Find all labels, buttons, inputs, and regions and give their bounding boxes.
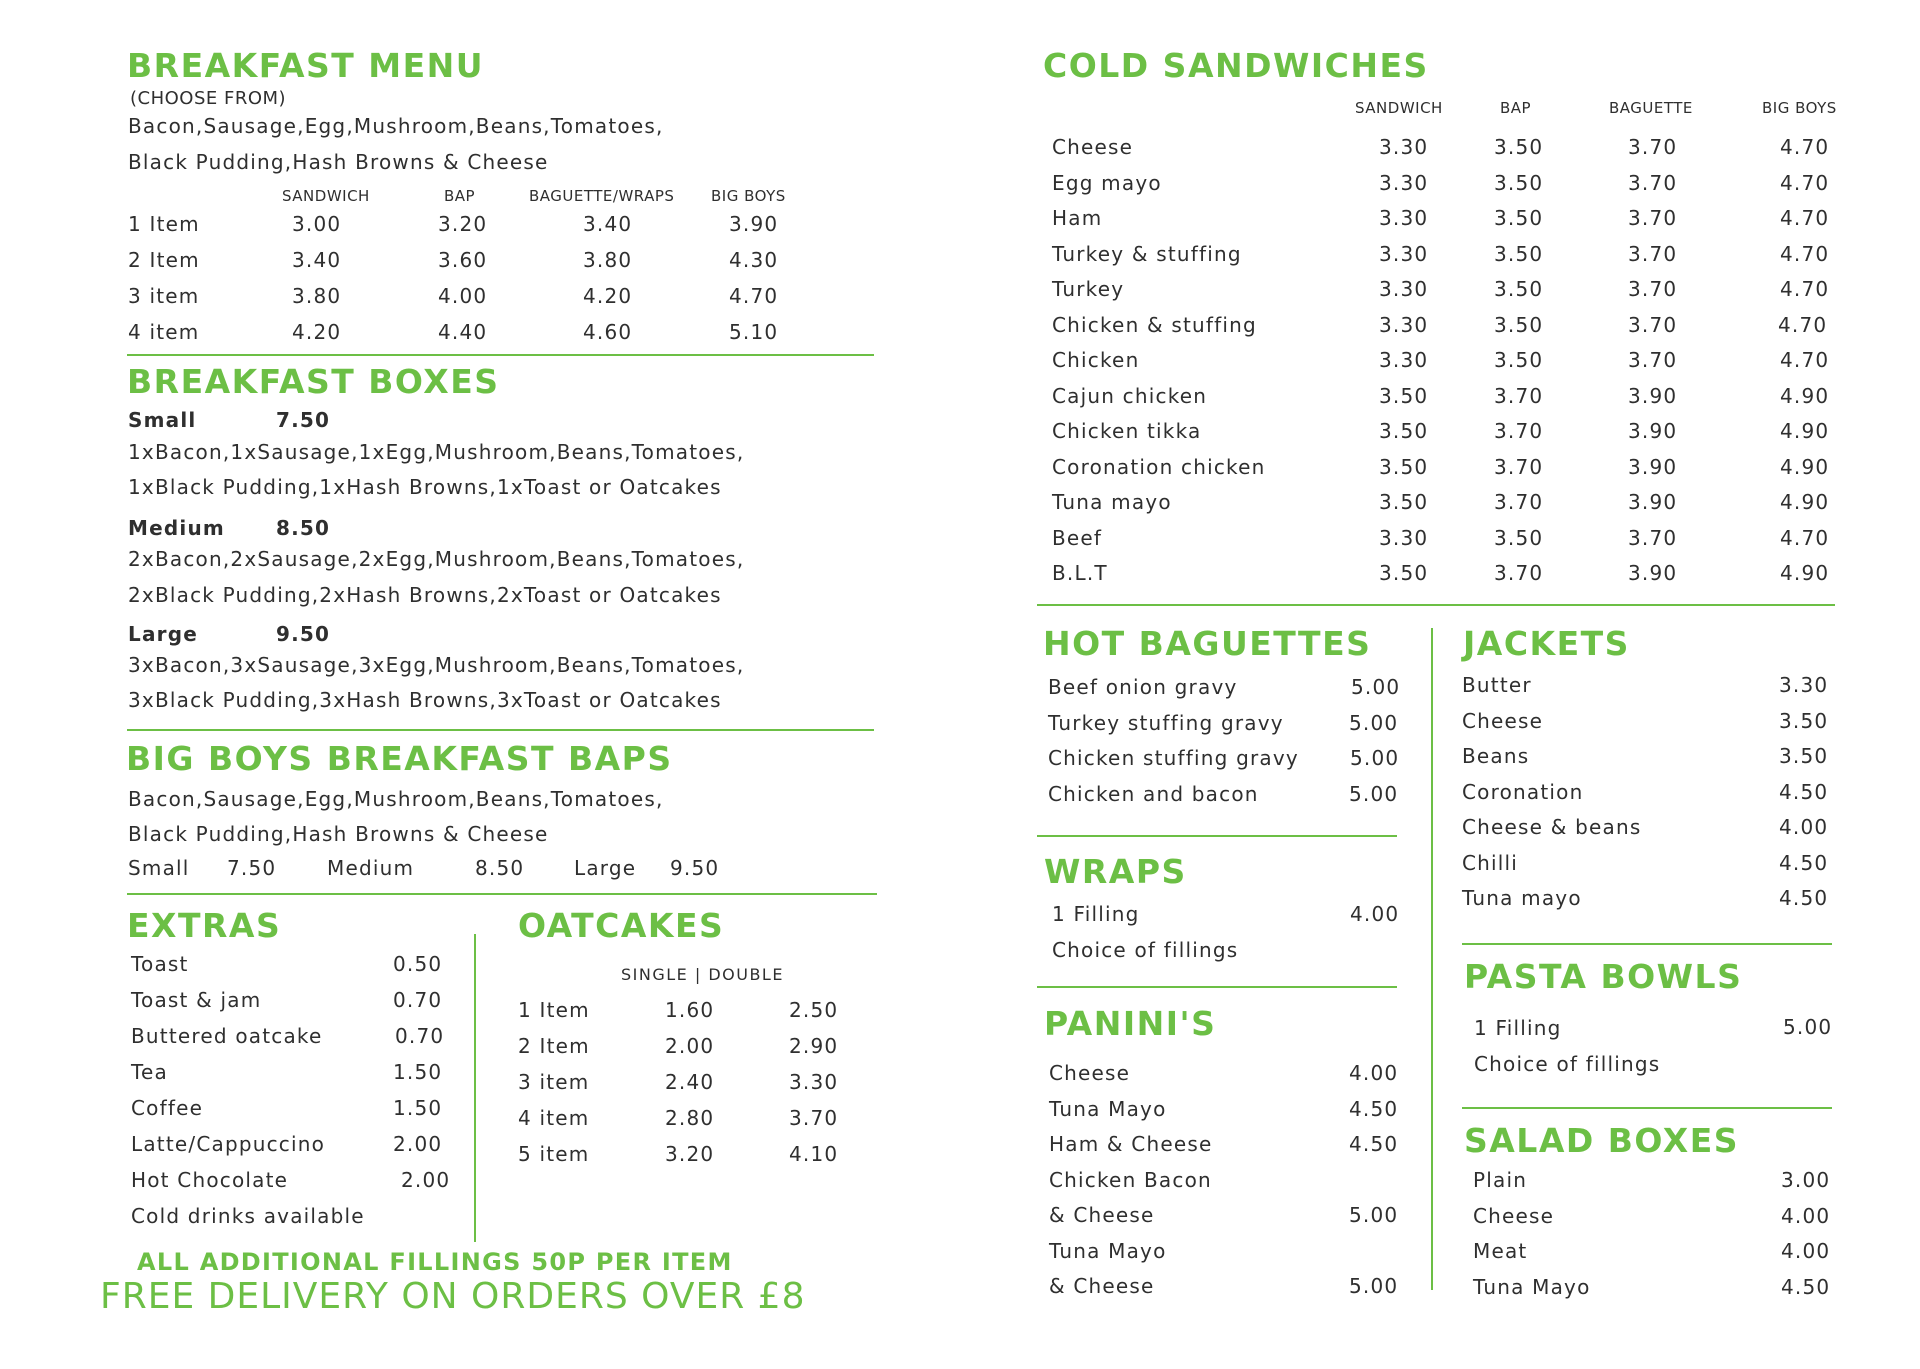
breakfast-col-bap: BAP (444, 187, 476, 205)
panini-item-price: 5.00 (1349, 1274, 1399, 1298)
jacket-item-name: Cheese & beans (1462, 815, 1642, 839)
breakfast-row-label: 4 item (128, 320, 200, 344)
list-item (1462, 708, 1829, 745)
oatcakes-double: 3.70 (789, 1106, 839, 1130)
breakfast-price: 5.10 (729, 320, 779, 344)
extras-item-price: 0.70 (393, 988, 443, 1012)
salad-item-name: Plain (1473, 1168, 1528, 1192)
jacket-item-price: 3.50 (1779, 708, 1829, 733)
cold-item-name: Chicken tikka (1052, 419, 1202, 443)
cold-item-name: Ham (1052, 206, 1103, 230)
cold-sandwiches-table (1052, 135, 1830, 597)
cold-price: 4.70 (1780, 525, 1830, 550)
divider (1037, 986, 1397, 988)
list-item (1462, 779, 1829, 816)
paninis-list (1049, 1061, 1399, 1310)
table-row (1052, 419, 1830, 455)
cold-sandwiches-title: COLD SANDWICHES (1043, 46, 1429, 85)
baguette-item-price: 5.00 (1351, 675, 1401, 699)
box-size-small: Small (128, 408, 197, 432)
jacket-item-name: Butter (1462, 673, 1532, 697)
divider-vertical (474, 934, 476, 1242)
breakfast-price: 3.20 (438, 212, 488, 236)
cold-price: 3.50 (1379, 419, 1429, 443)
table-row (1052, 135, 1830, 171)
baguette-item-price: 5.00 (1349, 781, 1399, 806)
divider (127, 893, 877, 895)
jackets-list (1462, 673, 1829, 922)
table-row (1052, 490, 1830, 526)
list-item (1473, 1203, 1831, 1240)
panini-item-name: Chicken Bacon (1049, 1167, 1212, 1192)
breakfast-items-line2: Black Pudding,Hash Browns & Cheese (128, 150, 549, 174)
cold-price: 3.50 (1494, 525, 1544, 550)
cold-item-name: Chicken (1052, 348, 1140, 372)
cold-price: 3.50 (1494, 312, 1544, 337)
oatcakes-row-label: 4 item (518, 1106, 590, 1130)
cold-price: 4.70 (1780, 348, 1830, 372)
cold-price: 3.30 (1379, 241, 1429, 266)
cold-item-name: Egg mayo (1052, 170, 1162, 195)
cold-price: 4.90 (1780, 490, 1830, 514)
oatcakes-double: 4.10 (789, 1142, 839, 1166)
panini-item-price: 4.00 (1349, 1061, 1399, 1085)
list-item (1049, 1132, 1399, 1168)
divider (127, 354, 874, 356)
extras-item-price: 2.00 (393, 1132, 443, 1156)
big-boys-line2: Black Pudding,Hash Browns & Cheese (128, 822, 549, 846)
panini-item-name: Cheese (1049, 1061, 1131, 1085)
pasta-choice: Choice of fillings (1474, 1052, 1661, 1076)
box-desc-line1: 1xBacon,1xSausage,1xEgg,Mushroom,Beans,Tomatoes, (128, 440, 745, 464)
cold-price: 3.70 (1494, 561, 1544, 585)
panini-item-name: Tuna Mayo (1049, 1238, 1167, 1263)
salad-item-price: 4.00 (1781, 1203, 1831, 1228)
list-item (1462, 886, 1829, 922)
cold-price: 3.70 (1628, 241, 1678, 266)
salad-boxes-list (1473, 1168, 1831, 1310)
divider (1462, 943, 1832, 945)
list-item (131, 1168, 451, 1204)
list-item (1473, 1168, 1831, 1204)
jacket-item-name: Chilli (1462, 850, 1519, 875)
big-boys-line1: Bacon,Sausage,Egg,Mushroom,Beans,Tomatoes, (128, 787, 664, 811)
jacket-item-name: Coronation (1462, 779, 1584, 804)
extras-item-price: 1.50 (393, 1060, 443, 1084)
oatcakes-row-label: 2 Item (518, 1034, 590, 1058)
jacket-item-price: 3.50 (1779, 744, 1829, 768)
salad-boxes-title: SALAD BOXES (1464, 1121, 1740, 1160)
extras-item-name: Toast & jam (131, 988, 262, 1012)
breakfast-menu-title: BREAKFAST MENU (127, 46, 485, 85)
wraps-price: 4.00 (1350, 902, 1400, 926)
salad-item-price: 3.00 (1781, 1168, 1831, 1192)
table-row (518, 1070, 839, 1106)
cold-price: 3.30 (1379, 135, 1429, 159)
extras-title: EXTRAS (127, 906, 282, 945)
table-row (1052, 206, 1830, 242)
cold-price: 3.70 (1628, 135, 1678, 159)
extras-item-price: 0.50 (393, 952, 443, 976)
list-item (131, 1060, 443, 1096)
cold-price: 4.90 (1780, 419, 1830, 443)
list-item (131, 1204, 365, 1240)
list-item (1049, 1203, 1399, 1239)
cold-item-name: Cajun chicken (1052, 383, 1208, 408)
cold-col-baguette: BAGUETTE (1609, 99, 1693, 117)
list-item (1462, 815, 1829, 851)
oatcakes-single: 2.40 (665, 1070, 715, 1094)
big-boys-size: Small (128, 856, 190, 880)
list-item (131, 1096, 443, 1132)
cold-price: 4.70 (1778, 312, 1828, 337)
breakfast-col-bigboys: BIG BOYS (711, 187, 786, 205)
cold-col-bigboys: BIG BOYS (1762, 99, 1837, 117)
cold-item-name: Turkey (1052, 277, 1125, 301)
delivery-note: FREE DELIVERY ON ORDERS OVER £8 (100, 1276, 806, 1317)
breakfast-price: 4.20 (583, 284, 633, 308)
list-item (1049, 1096, 1399, 1133)
breakfast-price: 4.60 (583, 320, 633, 344)
cold-price: 4.90 (1780, 454, 1830, 479)
extras-list (131, 952, 451, 1240)
cold-price: 3.70 (1494, 454, 1544, 479)
table-row (518, 1106, 839, 1142)
cold-price: 3.30 (1379, 206, 1429, 230)
big-boys-price: 8.50 (475, 856, 525, 880)
table-row (1052, 525, 1830, 562)
breakfast-price: 3.00 (292, 212, 342, 236)
breakfast-price: 4.30 (729, 248, 779, 272)
cold-price: 3.70 (1628, 206, 1678, 230)
table-row (1052, 312, 1828, 349)
extras-item-name: Buttered oatcake (131, 1024, 323, 1048)
list-item (131, 1024, 445, 1060)
baguette-item-name: Beef onion gravy (1048, 675, 1238, 699)
salad-item-price: 4.50 (1781, 1274, 1831, 1299)
cold-price: 4.70 (1780, 206, 1830, 230)
table-row (1052, 277, 1830, 313)
cold-price: 3.50 (1494, 348, 1544, 372)
oatcakes-title: OATCAKES (518, 906, 725, 945)
panini-item-name: & Cheese (1049, 1274, 1155, 1298)
big-boys-title: BIG BOYS BREAKFAST BAPS (126, 739, 673, 778)
table-row (1052, 348, 1830, 384)
extras-item-name: Coffee (131, 1096, 204, 1120)
panini-item-name: & Cheese (1049, 1203, 1155, 1227)
extras-item-name: Tea (131, 1060, 168, 1084)
cold-item-name: Coronation chicken (1052, 454, 1266, 479)
cold-price: 3.90 (1628, 419, 1678, 443)
box-size-large: Large (128, 622, 198, 646)
cold-price: 3.90 (1628, 383, 1678, 408)
breakfast-row-label: 1 Item (128, 212, 200, 236)
cold-price: 3.70 (1628, 277, 1678, 301)
list-item (1048, 710, 1399, 747)
list-item (1049, 1168, 1212, 1204)
divider (127, 729, 874, 731)
breakfast-price: 3.60 (438, 248, 488, 272)
breakfast-row-label: 2 Item (128, 248, 200, 272)
table-row (1052, 241, 1830, 278)
jacket-item-name: Beans (1462, 744, 1530, 768)
jackets-title: JACKETS (1463, 624, 1630, 663)
breakfast-col-sandwich: SANDWICH (282, 187, 370, 205)
pasta-bowls-title: PASTA BOWLS (1464, 957, 1743, 996)
jacket-item-name: Tuna mayo (1462, 886, 1582, 910)
cold-price: 4.70 (1780, 170, 1830, 195)
list-item (1048, 781, 1399, 818)
cold-price: 3.50 (1494, 206, 1544, 230)
breakfast-price: 3.80 (583, 248, 633, 272)
box-desc-line2: 2xBlack Pudding,2xHash Browns,2xToast or Oatcakes (128, 583, 722, 607)
big-boys-price: 9.50 (670, 856, 720, 880)
choose-from-note: (CHOOSE FROM) (130, 88, 287, 109)
cold-price: 3.70 (1628, 170, 1678, 195)
table-row (518, 998, 839, 1034)
oatcakes-single: 3.20 (665, 1142, 715, 1166)
cold-price: 3.70 (1628, 348, 1678, 372)
jacket-item-name: Cheese (1462, 708, 1544, 733)
cold-item-name: Tuna mayo (1052, 490, 1172, 514)
box-desc-line2: 3xBlack Pudding,3xHash Browns,3xToast or Oatcakes (128, 688, 722, 712)
list-item (1049, 1274, 1399, 1310)
panini-item-price: 4.50 (1349, 1096, 1399, 1121)
cold-price: 4.70 (1780, 241, 1830, 266)
cold-price: 3.70 (1628, 312, 1678, 337)
cold-price: 3.90 (1628, 561, 1678, 585)
divider-vertical (1431, 628, 1433, 1290)
list-item (1048, 675, 1401, 711)
extras-item-price: 1.50 (393, 1096, 443, 1120)
breakfast-items-line1: Bacon,Sausage,Egg,Mushroom,Beans,Tomatoes, (128, 114, 664, 138)
oatcakes-double: 2.90 (789, 1034, 839, 1058)
breakfast-boxes-title: BREAKFAST BOXES (127, 362, 500, 401)
jacket-item-price: 4.50 (1779, 779, 1829, 804)
cold-col-sandwich: SANDWICH (1355, 99, 1443, 117)
cold-price: 3.50 (1494, 241, 1544, 266)
box-price-large: 9.50 (276, 622, 331, 646)
table-row (1052, 454, 1830, 491)
oatcakes-list (518, 998, 839, 1178)
cold-price: 3.70 (1494, 419, 1544, 443)
breakfast-price: 3.90 (729, 212, 779, 236)
cold-price: 3.50 (1379, 383, 1429, 408)
hot-baguettes-title: HOT BAGUETTES (1043, 624, 1372, 663)
oatcakes-single: 2.00 (665, 1034, 715, 1058)
cold-price: 3.90 (1628, 490, 1678, 514)
cold-price: 4.90 (1780, 383, 1830, 408)
baguette-item-name: Chicken and bacon (1048, 781, 1259, 806)
list-item (1462, 744, 1829, 780)
breakfast-price: 3.80 (292, 284, 342, 308)
cold-price: 3.50 (1379, 454, 1429, 479)
oatcakes-row-label: 5 item (518, 1142, 590, 1166)
cold-price: 3.30 (1379, 525, 1429, 550)
cold-item-name: Cheese (1052, 135, 1134, 159)
list-item (1462, 850, 1829, 887)
breakfast-price: 4.70 (729, 284, 779, 308)
wraps-title: WRAPS (1044, 852, 1187, 891)
divider (1037, 604, 1835, 606)
jacket-item-price: 4.00 (1779, 815, 1829, 839)
salad-item-price: 4.00 (1781, 1239, 1831, 1263)
cold-price: 3.30 (1379, 348, 1429, 372)
breakfast-price: 4.20 (292, 320, 342, 344)
baguette-item-price: 5.00 (1349, 710, 1399, 735)
salad-item-name: Cheese (1473, 1203, 1555, 1228)
cold-price: 4.70 (1780, 135, 1830, 159)
cold-price: 3.70 (1494, 490, 1544, 514)
breakfast-price: 3.40 (583, 212, 633, 236)
extras-item-name: Cold drinks available (131, 1204, 365, 1228)
wraps-choice: Choice of fillings (1052, 938, 1239, 962)
cold-price: 3.50 (1494, 277, 1544, 301)
oatcakes-double: 3.30 (789, 1070, 839, 1094)
cold-item-name: Beef (1052, 525, 1103, 550)
box-desc-line1: 3xBacon,3xSausage,3xEgg,Mushroom,Beans,Tomatoes, (128, 653, 745, 677)
list-item (1473, 1239, 1831, 1275)
pasta-filling: 1 Filling (1474, 1016, 1562, 1040)
extras-item-price: 2.00 (401, 1168, 451, 1192)
baguette-item-name: Chicken stuffing gravy (1048, 746, 1299, 770)
fillings-note: ALL ADDITIONAL FILLINGS 50P PER ITEM (137, 1248, 733, 1276)
big-boys-size: Medium (327, 856, 415, 880)
box-desc-line1: 2xBacon,2xSausage,2xEgg,Mushroom,Beans,Tomatoes, (128, 547, 745, 571)
cold-price: 3.50 (1379, 561, 1429, 585)
oatcakes-single: 2.80 (665, 1106, 715, 1130)
breakfast-price: 3.40 (292, 248, 342, 272)
cold-price: 4.90 (1780, 561, 1830, 585)
list-item (131, 988, 443, 1024)
breakfast-row-label: 3 item (128, 284, 200, 308)
cold-price: 3.50 (1379, 490, 1429, 514)
salad-item-name: Meat (1473, 1239, 1528, 1263)
hot-baguettes-list (1048, 675, 1401, 817)
cold-item-name: Turkey & stuffing (1052, 241, 1242, 266)
list-item (131, 952, 443, 988)
big-boys-price: 7.50 (227, 856, 277, 880)
table-row (1052, 170, 1830, 207)
breakfast-col-baguette: BAGUETTE/WRAPS (529, 187, 675, 205)
jacket-item-price: 4.50 (1779, 850, 1829, 875)
oatcakes-row-label: 1 Item (518, 998, 590, 1022)
box-price-medium: 8.50 (276, 516, 331, 540)
extras-item-name: Latte/Cappuccino (131, 1132, 326, 1156)
breakfast-price: 4.40 (438, 320, 488, 344)
breakfast-price: 4.00 (438, 284, 488, 308)
box-size-medium: Medium (128, 516, 225, 540)
cold-price: 3.30 (1379, 312, 1429, 337)
extras-item-name: Hot Chocolate (131, 1168, 289, 1192)
table-row (1052, 561, 1830, 597)
oatcakes-row-label: 3 item (518, 1070, 590, 1094)
list-item (1048, 746, 1400, 782)
divider (1462, 1107, 1832, 1109)
salad-item-name: Tuna Mayo (1473, 1274, 1591, 1299)
list-item (1462, 673, 1829, 709)
big-boys-size: Large (574, 856, 637, 880)
panini-item-price: 4.50 (1349, 1132, 1399, 1156)
oatcakes-double: 2.50 (789, 998, 839, 1022)
cold-price: 3.70 (1494, 383, 1544, 408)
jacket-item-price: 3.30 (1779, 673, 1829, 697)
cold-price: 3.50 (1494, 170, 1544, 195)
cold-price: 3.50 (1494, 135, 1544, 159)
cold-col-bap: BAP (1500, 99, 1532, 117)
list-item (131, 1132, 443, 1168)
cold-price: 3.30 (1379, 170, 1429, 195)
panini-item-name: Ham & Cheese (1049, 1132, 1213, 1156)
pasta-price: 5.00 (1783, 1015, 1833, 1039)
cold-item-name: Chicken & stuffing (1052, 312, 1257, 337)
jacket-item-price: 4.50 (1779, 886, 1829, 910)
cold-price: 3.70 (1628, 525, 1678, 550)
cold-item-name: B.L.T (1052, 561, 1108, 585)
paninis-title: PANINI'S (1044, 1004, 1217, 1043)
cold-price: 3.30 (1379, 277, 1429, 301)
extras-item-name: Toast (131, 952, 189, 976)
table-row (518, 1034, 839, 1070)
oatcakes-header: SINGLE | DOUBLE (621, 965, 784, 984)
box-desc-line2: 1xBlack Pudding,1xHash Browns,1xToast or Oatcakes (128, 475, 722, 499)
baguette-item-price: 5.00 (1350, 746, 1400, 770)
divider (1037, 835, 1397, 837)
panini-item-name: Tuna Mayo (1049, 1096, 1167, 1121)
oatcakes-single: 1.60 (665, 998, 715, 1022)
list-item (1049, 1061, 1399, 1097)
box-price-small: 7.50 (276, 408, 331, 432)
table-row (518, 1142, 839, 1178)
wraps-filling: 1 Filling (1052, 902, 1140, 926)
cold-price: 4.70 (1780, 277, 1830, 301)
extras-item-price: 0.70 (395, 1024, 445, 1048)
panini-item-price: 5.00 (1349, 1203, 1399, 1227)
cold-price: 3.90 (1628, 454, 1678, 479)
table-row (1052, 383, 1830, 420)
list-item (1049, 1239, 1212, 1275)
baguette-item-name: Turkey stuffing gravy (1048, 710, 1284, 735)
list-item (1473, 1274, 1831, 1311)
